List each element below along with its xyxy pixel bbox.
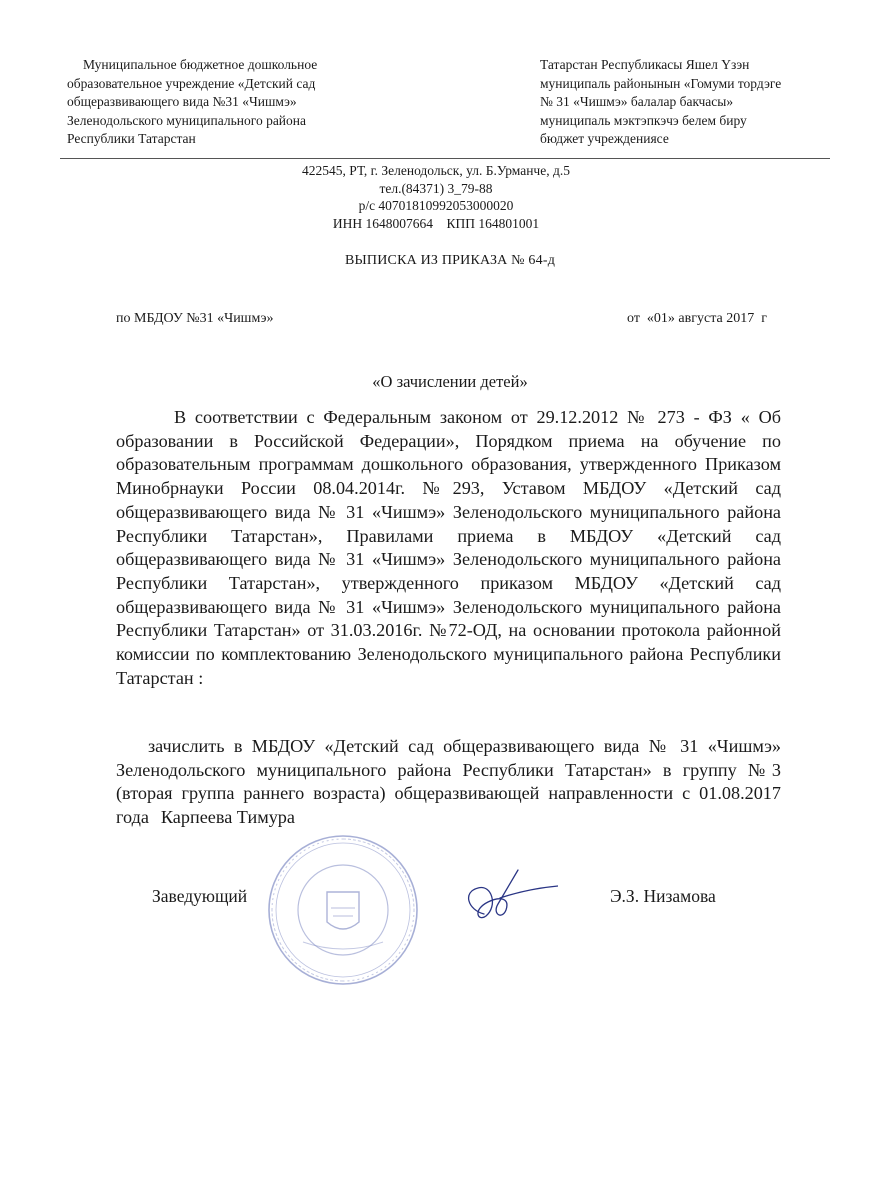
- decision-text: зачислить в МБДОУ «Детский сад общеразвивающего вида № 31 «Чишмэ» Зеленодольского муниципального района Республики Татарстан» в группу №3 (вторая группа раннего возраста) общеразвивающей направленности с 01.08.2017 года: [116, 736, 781, 827]
- address: 422545, РТ, г. Зеленодольск, ул. Б.Урманче, д.5: [302, 163, 570, 178]
- header-left-line: общеразвивающего вида №31 «Чишмэ»: [67, 94, 297, 109]
- phone: тел.(84371) 3_79-88: [379, 180, 493, 196]
- inn-kpp: ИНН 1648007664 КПП 164801001: [332, 215, 540, 231]
- order-subject: «О зачислении детей»: [372, 372, 528, 391]
- header-right-line: бюджет учреждениясе: [540, 131, 669, 146]
- header-left-line: образовательное учреждение «Детский сад: [67, 75, 316, 91]
- bank-account: р/с 40701810992053000020: [358, 198, 514, 213]
- signatory-name: Э.З. Низамова: [610, 886, 716, 906]
- round-stamp-icon: [263, 830, 423, 990]
- header-left-line: Зеленодольского муниципального района: [67, 112, 306, 128]
- header-right-line: Татарстан Республикасы Яшел Үзэн: [540, 57, 750, 72]
- child-name: Карпеева Тимура: [160, 806, 295, 827]
- signatory-position: Заведующий: [152, 886, 248, 906]
- order-date: от «01» августа 2017 г: [627, 311, 767, 326]
- contacts-block: [0, 162, 872, 232]
- header-divider: [60, 158, 830, 159]
- header-left-russian: [67, 56, 397, 149]
- header-right-line: муниципаль районынын «Гомуми тордэге: [540, 75, 782, 91]
- header-right-tatar: [540, 56, 840, 149]
- header-right-line: № 31 «Чишмэ» балалар бакчасы»: [540, 94, 734, 109]
- decision-paragraph: [116, 735, 781, 829]
- handwritten-signature: [448, 858, 558, 938]
- organization-line: по МБДОУ №31 «Чишмэ»: [116, 311, 274, 326]
- header-right-line: муниципаль мэктэпкэчэ белем биру: [540, 112, 747, 128]
- document-title: ВЫПИСКА ИЗ ПРИКАЗА № 64-д: [344, 253, 556, 268]
- order-body-paragraph: В соответствии с Федеральным законом от 29.12.2012 № 273 - ФЗ « Об образовании в Российской Федерации», Порядком приема на обучение по образовательным программам дошкольного образования, утвержденного Приказом Минобрнауки России 08.04.2014г. №293, Уставом МБДОУ «Детский сад общеразвивающего вида № 31 «Чишмэ» Зеленодольского муниципального района Республики Татарстан», Правилами приема в МБДОУ «Детский сад общеразвивающего вида № 31 «Чишмэ» Зеленодольского муниципального района Республики Татарстан», утвержденного приказом МБДОУ «Детский сад общеразвивающего вида № 31 «Чишмэ» Зеленодольского муниципального района Республики Татарстан» от 31.03.2016г. №72-ОД, на основании протокола районной комиссии по комплектованию Зеленодольского муниципального района Республики Татарстан :: [116, 407, 781, 688]
- header-left-line: Муниципальное бюджетное дошкольное: [83, 57, 318, 72]
- header-left-line: Республики Татарстан: [67, 131, 196, 146]
